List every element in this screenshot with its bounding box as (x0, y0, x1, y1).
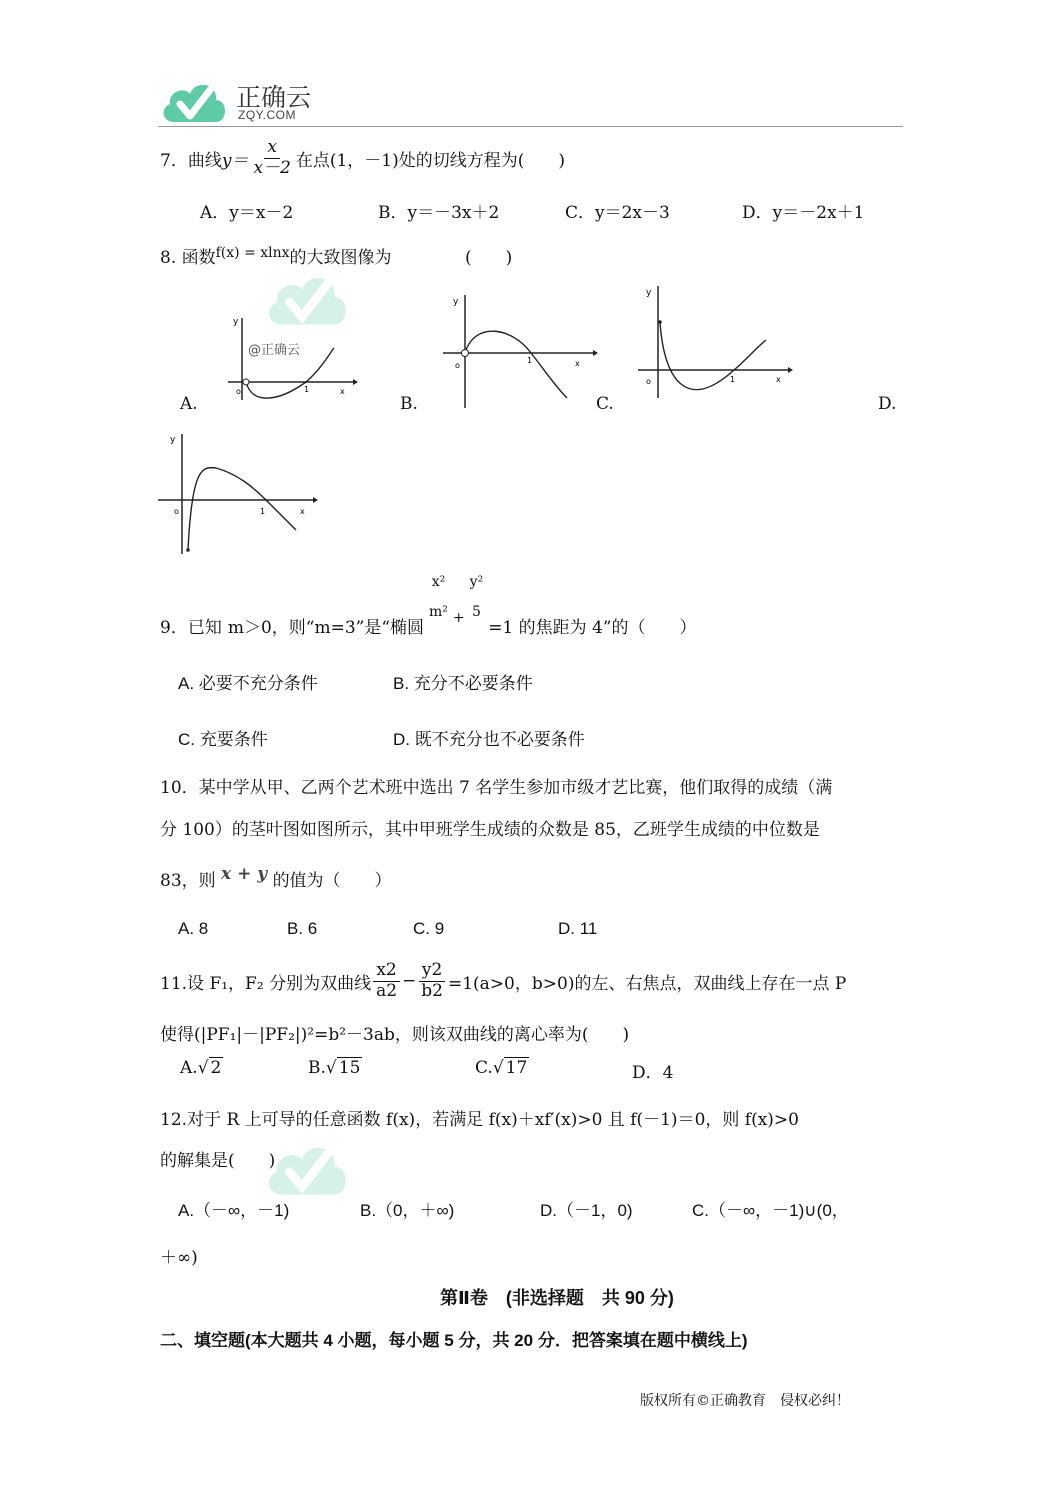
q9-option-b: B. 充分不必要条件 (393, 674, 533, 693)
q7-prefix: 7．曲线 (160, 150, 222, 171)
graph-a-open-point (243, 379, 249, 385)
q12-option-c-wrap: ＋∞) (160, 1248, 198, 1268)
q12-option-b: B.（0，＋∞) (360, 1201, 455, 1220)
graph-c-origin: o (646, 377, 651, 386)
q11-fraction-2 (418, 961, 446, 1001)
q9-prefix: 9．已知 (160, 618, 222, 638)
question-9 (160, 574, 697, 644)
graph-a-watermark: @正确云 (248, 343, 301, 358)
q7-option-b: B．y＝－3x＋2 (378, 203, 500, 223)
graph-d-end-point (186, 548, 190, 552)
graph-c-y-label: y (646, 288, 652, 298)
watermark-logo-icon (262, 1132, 352, 1202)
q11-suffix: =1(a>0，b>0)的左、右焦点，双曲线上存在一点 P (447, 973, 847, 994)
graph-label-a: A. (180, 394, 198, 414)
graph-b (443, 290, 603, 410)
section-2-subtitle: 二、填空题(本大题共 4 小题，每小题 5 分，共 20 分．把答案填在题中横线上) (160, 1331, 748, 1350)
graph-d (158, 428, 328, 558)
q8-suffix: 的大致图像为 (289, 248, 392, 268)
q7-suffix: 在点(1，－1)处的切线方程为( ) (295, 150, 566, 171)
q10-line-3a: 83，则 (160, 871, 216, 891)
q9-option-a: A. 必要不充分条件 (178, 674, 318, 693)
sqrt-icon: √ (197, 1058, 209, 1078)
graph-d-x-label: x (300, 507, 305, 516)
graph-d-tick-1: 1 (260, 507, 266, 516)
header (158, 72, 903, 128)
q11-opt-c-value: 17 (505, 1058, 528, 1078)
graph-c (638, 282, 798, 402)
question-7 (160, 136, 565, 180)
q11-option-b (308, 1058, 362, 1078)
q7-option-d: D．y＝－2x＋1 (742, 203, 865, 223)
graph-c-end-point (658, 320, 662, 324)
graph-c-x-label: x (776, 375, 781, 384)
q11-option-a (180, 1058, 223, 1078)
graph-b-open-point (462, 350, 469, 357)
q12-line-2: 的解集是( ) (160, 1151, 276, 1171)
q9-f1-den: m² (429, 604, 448, 621)
footer-copyright: 版权所有©正确教育 侵权必纠！ (640, 1393, 850, 1409)
graph-b-curve (465, 331, 567, 398)
q10-line-3 (160, 866, 392, 891)
q9-f2-den: 5 (471, 604, 481, 621)
graph-a (228, 310, 358, 400)
q12-option-a: A.（－∞，－1) (178, 1201, 290, 1220)
q10-line-1: 10．某中学从甲、乙两个艺术班中选出 7 名学生参加市级才艺比赛，他们取得的成绩（满 (160, 778, 833, 798)
q9-f2-num: y² (469, 574, 484, 590)
brand-name: 正确云 (236, 84, 312, 112)
q10-line-3b: 的值为（ ） (272, 871, 392, 891)
q12-option-d: D.（－1，0) (540, 1201, 633, 1220)
graph-label-c: C. (596, 394, 614, 414)
q9-f1-num: x² (431, 574, 446, 590)
q11-option-d: D．4 (632, 1063, 674, 1083)
sqrt-icon: √ (325, 1058, 337, 1078)
graph-b-tick-1: 1 (527, 356, 533, 365)
q11-minus: − (402, 971, 417, 991)
header-rule (158, 126, 903, 127)
q12-option-c: C.（－∞，－1)∪(0， (692, 1201, 849, 1220)
q12-line-1: 12.对于 R 上可导的任意函数 f(x)，若满足 f(x)＋xf′(x)>0 且 f(－1)＝0，则 f(x)>0 (160, 1110, 799, 1130)
q8-answer-paren: ( ) (465, 248, 513, 268)
q11-fraction-1 (373, 961, 400, 1001)
graph-b-x-label: x (575, 359, 580, 368)
q11-opt-b-label: B. (308, 1058, 326, 1078)
graph-label-b: B. (400, 394, 418, 414)
graph-c-tick-1: 1 (730, 375, 736, 384)
graph-b-y-label: y (453, 297, 459, 307)
q7-y: y＝ (221, 150, 249, 171)
q11-f1-den: a2 (376, 980, 398, 1001)
q8-prefix: 8. 函数 (160, 248, 216, 268)
graph-a-origin: o (236, 387, 241, 396)
q11-option-c (475, 1058, 529, 1078)
sqrt-icon: √ (492, 1058, 504, 1078)
q9-option-d: D. 既不充分也不必要条件 (393, 730, 585, 749)
q7-fraction (250, 138, 293, 178)
graph-b-origin: o (455, 361, 460, 370)
q9-suffix: =1 的焦距为 4”的（ ） (488, 618, 697, 638)
q7-option-a: A．y＝x－2 (200, 203, 294, 223)
q8-func: f(x) = xlnx (215, 245, 290, 261)
graph-a-x-arrow-icon (353, 379, 358, 385)
brand-domain: ZQY.COM (238, 108, 296, 122)
q11-f2-den: b2 (421, 980, 443, 1001)
graph-a-y-label: y (233, 317, 239, 327)
q9-fraction-2 (467, 574, 487, 620)
q10-line-2: 分 100）的茎叶图如图所示，其中甲班学生成绩的众数是 85，乙班学生成绩的中位数是 (160, 820, 820, 840)
q10-xy: x + y (221, 864, 268, 884)
graph-d-curve (188, 468, 296, 550)
graph-label-d: D. (878, 394, 897, 414)
q9-condition: m＞0，则“m=3”是“椭圆 (227, 618, 425, 638)
q11-opt-a-label: A. (180, 1058, 198, 1078)
q9-plus: + (452, 610, 465, 626)
graph-d-x-arrow-icon (313, 497, 318, 503)
graph-c-x-arrow-icon (788, 367, 793, 373)
section-2-title: 第Ⅱ卷 (非选择题 共 90 分) (440, 1288, 674, 1308)
q10-option-d: D. 11 (558, 919, 598, 938)
question-11 (160, 952, 846, 1010)
graph-c-curve (660, 322, 766, 390)
q11-opt-b-value: 15 (338, 1058, 361, 1078)
graph-b-x-arrow-icon (593, 350, 598, 356)
q7-numerator: x (264, 138, 280, 159)
q9-fraction-1 (426, 574, 451, 620)
q9-option-c: C. 充要条件 (178, 730, 268, 749)
graph-a-tick-1: 1 (304, 385, 310, 394)
graph-a-x-label: x (340, 387, 345, 396)
q10-option-c: C. 9 (413, 919, 445, 938)
q11-f1-num: x2 (373, 961, 399, 982)
q7-option-c: C．y＝2x－3 (565, 203, 670, 223)
q10-option-b: B. 6 (287, 919, 318, 938)
q11-opt-c-label: C. (475, 1058, 493, 1078)
q10-option-a: A. 8 (178, 919, 209, 938)
graph-d-y-label: y (170, 435, 176, 445)
q11-line-2: 使得(|PF₁|－|PF₂|)²=b²－3ab，则该双曲线的离心率为( ) (160, 1025, 630, 1045)
q11-opt-a-value: 2 (210, 1058, 222, 1078)
cloud-check-logo-icon (158, 72, 230, 128)
graph-d-origin: o (174, 507, 179, 516)
q7-denominator: x－2 (253, 157, 291, 178)
q11-f2-num: y2 (419, 961, 445, 982)
q11-prefix: 11.设 F₁，F₂ 分别为双曲线 (160, 973, 372, 994)
